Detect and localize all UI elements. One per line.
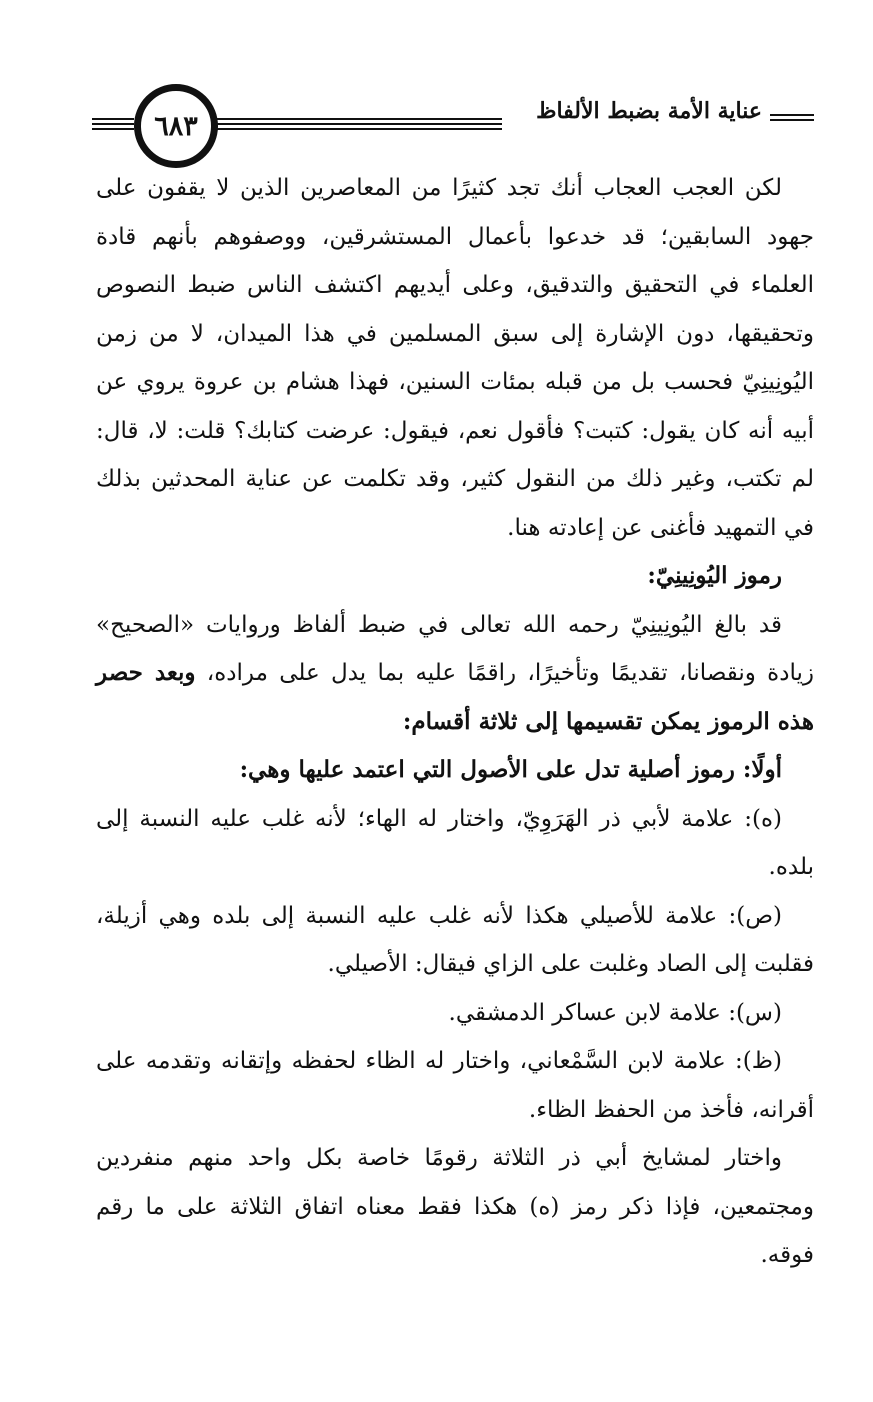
symbol-sad: (ص): علامة للأصيلي هكذا لأنه غلب عليه النسبة إلى بلده وهي أزيلة، فقلبت إلى الصاد وغلبت على الزاي فيقال: الأصيلي. [96, 902, 814, 977]
paragraph-shaykhs: واختار لمشايخ أبي ذر الثلاثة رقومًا خاصة بكل واحد منهم منفردين ومجتمعين، فإذا ذكر رمز (ه) هكذا فقط معناه اتفاق الثلاثة على ما رقم فوقه. [96, 1145, 814, 1268]
paragraph-symbols-bold: وبعد حصر هذه الرموز يمكن تقسيمها إلى ثلاثة أقسام: [96, 659, 814, 735]
page-body [96, 164, 814, 1280]
paragraph-intro: لكن العجب العجاب أنك تجد كثيرًا من المعاصرين الذين لا يقفون على جهود السابقين؛ قد خدعوا بأعمال المستشرقين، ووصفوهم بأنهم قادة العلماء في التحقيق والتدقيق، وعلى أيديهم اكتشف الناس ضبط النصوص وتحقيقها، دون الإشارة إلى سبق المسلمين في هذا الميدان، لا من زمن اليُونِينِيّ فحسب بل من قبله بمئات السنين، فهذا هشام بن عروة يروي عن أبيه أنه كان يقول: كتبت؟ فأقول نعم، فيقول: عرضت كتابك؟ قلت: لا، قال: لم تكتب، وغير ذلك من النقول كثير، وقد تكلمت عن عناية المحدثين بذلك في التمهيد فأغنى عن إعادته هنا. [96, 175, 814, 541]
symbol-sin: (س): علامة لابن عساكر الدمشقي. [448, 999, 782, 1026]
symbol-za: (ظ): علامة لابن السَّمْعاني، واختار له الظاء لحفظه وإتقانه وتقدمه على أقرانه، فأخذ من الحفظ الظاء. [96, 1048, 814, 1123]
header-rule-right [770, 114, 814, 124]
section-heading: رموز اليُونِينِيّ: [647, 562, 782, 589]
header-rule-middle [212, 118, 502, 133]
header-rule-left [92, 118, 134, 133]
running-header [92, 84, 814, 170]
symbol-ha: (ه): علامة لأبي ذر الهَرَوِيّ، واختار له الهاء؛ لأنه غلب عليه النسبة إلى بلده. [96, 805, 814, 880]
header-title: عناية الأمة بضبط الألفاظ [536, 98, 762, 124]
page-number-badge: ٦٨٣ [134, 84, 218, 168]
subheading-first: أولًا: رموز أصلية تدل على الأصول التي اعتمد عليها وهي: [239, 756, 782, 783]
paragraph-symbols-text: قد بالغ اليُونِينِيّ رحمه الله تعالى في ضبط ألفاظ وروايات «الصحيح» زيادة ونقصانا، تقديمًا وتأخيرًا، راقمًا عليه بما يدل على مراده، [96, 611, 814, 686]
paragraph-symbols-intro [96, 601, 814, 747]
